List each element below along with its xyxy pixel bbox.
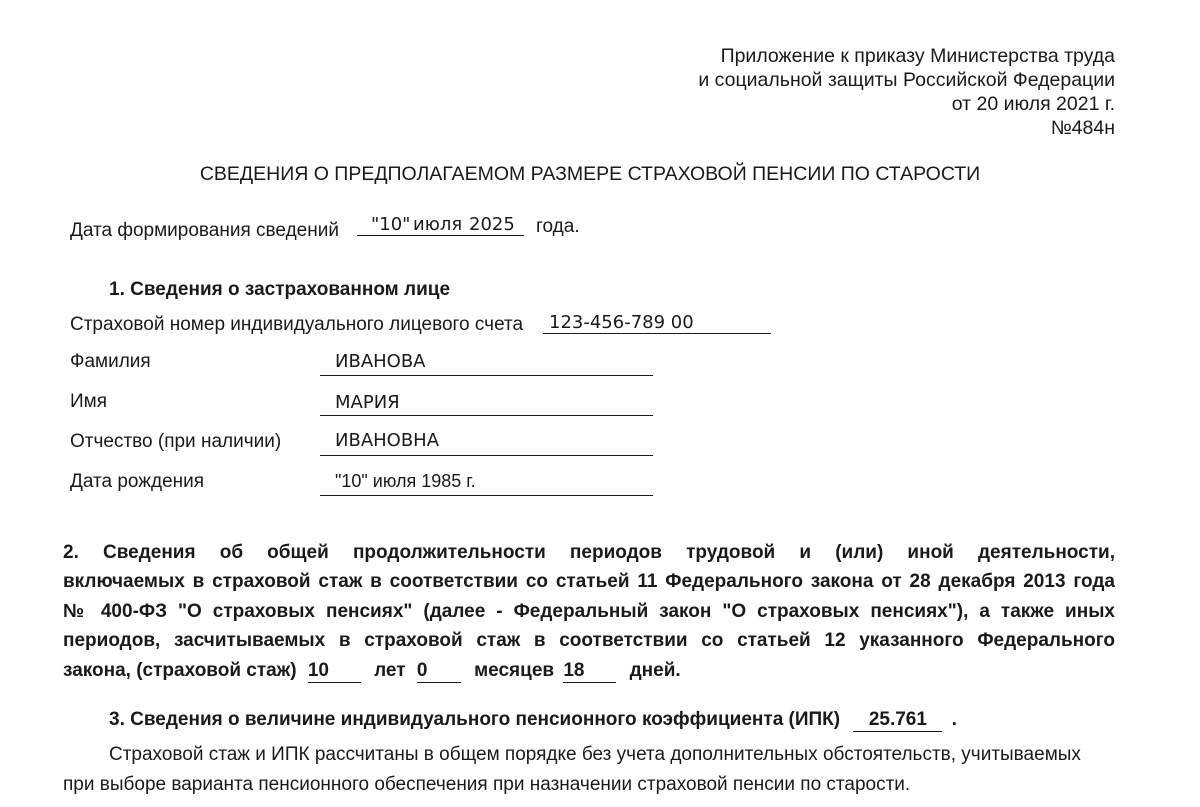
stazh-days-label: дней. <box>629 660 681 681</box>
section2-line-5-prefix: закона, (страховой стаж) <box>63 660 297 681</box>
ipk-suffix: . <box>951 709 957 730</box>
surname-field <box>320 350 653 376</box>
section2-line-4: периодов, засчитываемых в страховой стаж в соответствии со статьей 12 указанного Федерального <box>63 630 1115 651</box>
note-line-1: Страховой стаж и ИПК рассчитаны в общем порядке без учета дополнительных обстоятельств, учитываемых <box>109 744 1081 765</box>
name-label: Имя <box>70 391 108 412</box>
stazh-months-value: 0 <box>417 660 461 683</box>
section2-line-5 <box>63 656 1115 686</box>
snils-label: Страховой номер индивидуального лицевого счета <box>70 314 524 335</box>
section3-line <box>109 709 957 732</box>
name-value: МАРИЯ <box>335 392 400 413</box>
patronymic-label: Отчество (при наличии) <box>70 431 282 452</box>
formation-date-year: 2025 <box>469 214 515 235</box>
birthdate-label: Дата рождения <box>70 471 205 492</box>
birthdate-field <box>320 470 653 496</box>
formation-date-month: июля <box>413 214 463 235</box>
header-line-3: от 20 июля 2021 г. <box>951 93 1115 115</box>
document-title: СВЕДЕНИЯ О ПРЕДПОЛАГАЕМОМ РАЗМЕРЕ СТРАХОВОЙ ПЕНСИИ ПО СТАРОСТИ <box>199 163 981 185</box>
formation-date-day: "10" <box>371 214 411 235</box>
patronymic-field <box>320 430 653 456</box>
section1-heading: 1. Сведения о застрахованном лице <box>109 279 451 300</box>
formation-date-suffix: года. <box>536 216 580 237</box>
birthdate-value: "10" июля 1985 г. <box>335 471 476 491</box>
formation-date-label: Дата формирования сведений <box>70 220 339 241</box>
header-line-4: №484н <box>1050 117 1115 139</box>
patronymic-value: ИВАНОВНА <box>335 430 440 451</box>
stazh-days-value: 18 <box>563 660 616 683</box>
note-line-2: при выборе варианта пенсионного обеспечения при назначении страховой пенсии по старости. <box>63 774 911 795</box>
ipk-value: 25.761 <box>853 709 942 732</box>
section2-line-1: 2. Сведения об общей продолжительности периодов трудовой и (или) иной деятельности, <box>63 542 1115 563</box>
surname-value: ИВАНОВА <box>335 351 426 372</box>
formation-date-field <box>357 213 524 236</box>
section2-line-3: № 400-ФЗ "О страховых пенсиях" (далее - Федеральный закон "О страховых пенсиях"), а также иных <box>63 601 1115 622</box>
section2-line-2: включаемых в страховой стаж в соответствии со статьей 11 Федерального закона от 28 декабря 2013 года <box>63 571 1115 592</box>
header-line-1: Приложение к приказу Министерства труда <box>720 45 1115 67</box>
stazh-months-label: месяцев <box>474 660 555 681</box>
stazh-years-label: лет <box>374 660 406 681</box>
snils-field <box>543 312 771 334</box>
section3-heading: 3. Сведения о величине индивидуального пенсионного коэффициента (ИПК) <box>109 709 841 730</box>
header-line-2: и социальной защиты Российской Федерации <box>698 69 1115 91</box>
surname-label: Фамилия <box>70 351 151 372</box>
stazh-years-value: 10 <box>308 660 361 683</box>
snils-value: 123-456-789 00 <box>549 312 694 333</box>
name-field <box>320 390 653 416</box>
